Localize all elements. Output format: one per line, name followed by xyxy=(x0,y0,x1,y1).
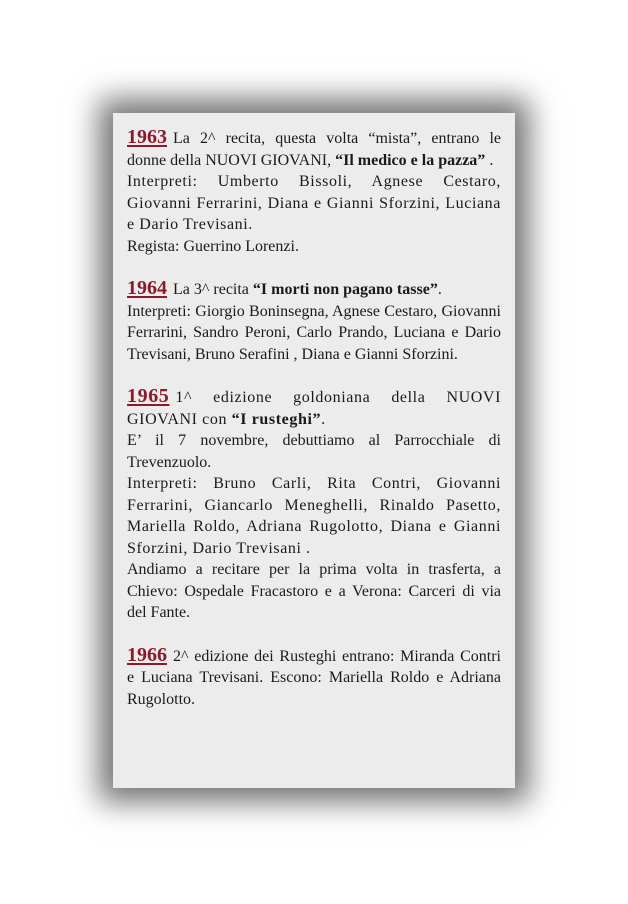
document-card xyxy=(113,113,515,788)
entry-text: 2^ edizione dei Rusteghi entrano: Miranda Contri e Luciana Trevisani. Escono: Mariella Roldo e Adriana Rugolotto. xyxy=(127,647,501,708)
year-label: 1966 xyxy=(127,643,167,666)
intro-text: La 2^ recita, questa volta “mista”, entrano le donne della NUOVI GIOVANI, xyxy=(127,130,501,169)
intro-text: La 3^ recita xyxy=(173,281,253,298)
play-title: “I rusteghi” xyxy=(231,410,322,428)
entry-1964 xyxy=(127,278,501,365)
entry-intro xyxy=(127,386,501,430)
interpreti-text: Interpreti: Giorgio Boninsegna, Agnese Cestaro, Giovanni Ferrarini, Sandro Peroni, Carlo Prando, Luciana e Dario Trevisani, Bruno Serafini , Diana e Gianni Sforzini. xyxy=(127,302,501,363)
intro-end: . xyxy=(485,151,494,169)
year-label: 1964 xyxy=(127,277,167,299)
trasferta-text: Andiamo a recitare per la prima volta in trasferta, a Chievo: Ospedale Fracastoro e a Verona: Carceri di via del Fante. xyxy=(127,561,501,621)
entry-1966 xyxy=(127,645,501,711)
entry-intro xyxy=(127,645,501,711)
entry-1965 xyxy=(127,386,501,624)
intro-end: . xyxy=(321,410,326,428)
entry-intro xyxy=(127,127,501,171)
year-label: 1963 xyxy=(127,126,167,148)
play-title: “Il medico e la pazza” xyxy=(335,151,486,169)
regista-text: Regista: Guerrino Lorenzi. xyxy=(127,237,299,255)
intro-end: . xyxy=(437,281,442,298)
entry-1963 xyxy=(127,127,501,257)
interpreti-text: Interpreti: Bruno Carli, Rita Contri, Giovanni Ferrarini, Giancarlo Meneghelli, Rinaldo Pasetto, Mariella Roldo, Adriana Rugolotto, Diana e Gianni Sforzini, Dario Trevisani . xyxy=(127,475,501,557)
debutto-text: E’ il 7 novembre, debuttiamo al Parrocchiale di Trevenzuolo. xyxy=(127,432,501,471)
interpreti-text: Interpreti: Umberto Bissoli, Agnese Cestaro, Giovanni Ferrarini, Diana e Gianni Sforzini, Luciana e Dario Trevisani. xyxy=(127,173,501,233)
entry-intro xyxy=(127,278,501,301)
year-label: 1965 xyxy=(127,385,170,407)
play-title: “I morti non pagano tasse” xyxy=(252,281,438,298)
intro-text: 1^ edizione goldoniana della NUOVI GIOVANI con xyxy=(127,389,501,428)
